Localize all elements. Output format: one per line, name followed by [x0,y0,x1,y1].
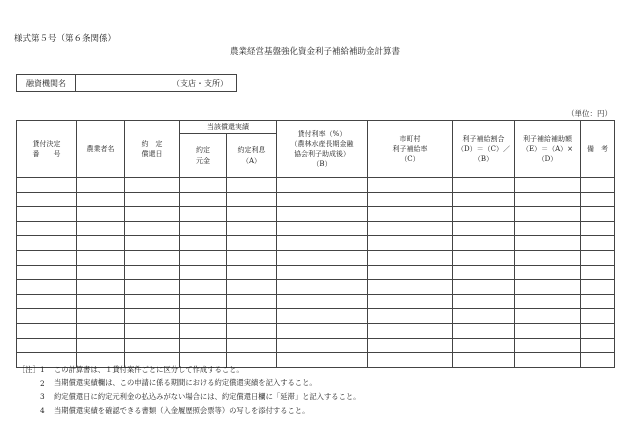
table-cell[interactable] [277,192,368,207]
table-cell[interactable] [581,280,615,295]
table-cell[interactable] [227,207,277,222]
table-cell[interactable] [125,178,180,193]
table-cell[interactable] [277,323,368,338]
table-cell[interactable] [515,280,581,295]
form-number: 様式第５号（第６条関係） [14,34,117,44]
table-cell[interactable] [581,265,615,280]
table-cell[interactable] [368,221,453,236]
table-cell[interactable] [368,280,453,295]
note-number: 4 [40,406,45,416]
table-cell[interactable] [277,280,368,295]
table-cell[interactable] [277,338,368,353]
table-cell[interactable] [453,250,515,265]
table-row [17,294,615,309]
table-cell[interactable] [125,265,180,280]
table-cell[interactable] [125,309,180,324]
table-cell[interactable] [515,265,581,280]
table-cell[interactable] [125,192,180,207]
table-cell[interactable] [453,294,515,309]
note-item [18,404,360,418]
table-cell[interactable] [277,294,368,309]
header-remarks: 備 考 [581,121,615,178]
table-cell[interactable] [17,192,77,207]
header-subsidy-amount: 利子補給補助額 （E）＝（A）×（D） [515,121,581,178]
table-cell[interactable] [581,323,615,338]
table-cell[interactable] [17,309,77,324]
table-cell[interactable] [368,192,453,207]
table-cell[interactable] [77,192,125,207]
table-cell[interactable] [453,192,515,207]
header-loan-number: 貸付決定 番 号 [17,121,77,178]
table-cell[interactable] [581,250,615,265]
table-cell[interactable] [581,236,615,251]
table-cell[interactable] [227,250,277,265]
table-cell[interactable] [515,178,581,193]
table-row [17,323,615,338]
table-cell[interactable] [581,178,615,193]
table-cell[interactable] [77,221,125,236]
institution-field[interactable] [76,75,236,91]
table-cell[interactable] [277,178,368,193]
table-cell[interactable] [453,236,515,251]
table-cell[interactable] [453,221,515,236]
table-cell[interactable] [77,178,125,193]
note-text: 約定償還日に約定元利金の払込みがない場合には、約定償還日欄に「延滞」と記入すること。 [54,391,361,401]
table-cell[interactable] [368,338,453,353]
table-cell[interactable] [227,192,277,207]
note-number: 2 [40,378,45,388]
table-cell[interactable] [453,353,515,368]
table-cell[interactable] [77,207,125,222]
table-cell[interactable] [227,265,277,280]
note-text: 当期償還実績を確認できる書類（入金履歴照会票等）の写しを添付すること。 [54,405,310,415]
table-cell[interactable] [227,294,277,309]
table-row [17,221,615,236]
table-cell[interactable] [515,294,581,309]
note-number: 3 [40,392,45,402]
table-cell[interactable] [515,192,581,207]
header-principal: 約定 元金 [180,134,227,178]
table-cell[interactable] [227,338,277,353]
header-interest: 約定利息 （A） [227,134,277,178]
table-row [17,309,615,324]
institution-box [16,74,237,92]
notes [18,363,360,417]
table-row [17,192,615,207]
table-cell[interactable] [515,338,581,353]
table-cell[interactable] [77,250,125,265]
institution-label: 融資機関名 [17,75,76,91]
table-cell[interactable] [77,236,125,251]
table-cell[interactable] [180,280,227,295]
table-cell[interactable] [581,207,615,222]
table-cell[interactable] [180,338,227,353]
table-row [17,178,615,193]
table-cell[interactable] [77,338,125,353]
table-cell[interactable] [125,250,180,265]
table-cell[interactable] [125,294,180,309]
table-cell[interactable] [180,265,227,280]
table-cell[interactable] [227,280,277,295]
table-cell[interactable] [180,323,227,338]
note-item [18,377,360,391]
table-cell[interactable] [453,280,515,295]
table-cell[interactable] [581,294,615,309]
table-cell[interactable] [17,338,77,353]
table-cell[interactable] [125,207,180,222]
table-cell[interactable] [180,207,227,222]
table-cell[interactable] [581,221,615,236]
table-cell[interactable] [180,221,227,236]
header-municipal-rate: 市町村 利子補給率 （C） [368,121,453,178]
table-cell[interactable] [77,309,125,324]
table-cell[interactable] [581,309,615,324]
table-cell[interactable] [277,265,368,280]
table-cell[interactable] [277,207,368,222]
table-cell[interactable] [368,178,453,193]
table-cell[interactable] [180,294,227,309]
header-due-date: 約 定 償還日 [125,121,180,178]
note-text: 当期償還実績欄は、この申請に係る期間における約定償還実績を記入すること。 [54,378,317,388]
table-cell[interactable] [227,236,277,251]
table-cell[interactable] [453,178,515,193]
table-cell[interactable] [17,236,77,251]
table-cell[interactable] [453,323,515,338]
table-cell[interactable] [368,294,453,309]
table-cell[interactable] [368,265,453,280]
table-cell[interactable] [277,221,368,236]
table-cell[interactable] [180,192,227,207]
table-cell[interactable] [77,265,125,280]
header-farmer-name: 農業者名 [77,121,125,178]
table-cell[interactable] [453,309,515,324]
table-cell[interactable] [368,309,453,324]
table-cell[interactable] [180,236,227,251]
note-item [18,363,360,377]
table-cell[interactable] [515,236,581,251]
table-row [17,265,615,280]
table-cell[interactable] [125,323,180,338]
table-cell[interactable] [277,250,368,265]
table-cell[interactable] [17,294,77,309]
table-cell[interactable] [368,323,453,338]
institution-suffix: （支店・支所） [172,78,228,88]
table-cell[interactable] [515,207,581,222]
header-loan-rate: 貸付利率（%） （農林水産長期金融 協会利子助成後） （B） [277,121,368,178]
table-cell[interactable] [515,309,581,324]
header-actual-group: 当該償還実績 [180,121,277,134]
table-cell[interactable] [581,353,615,368]
calculation-table [16,120,615,368]
table-cell[interactable] [453,265,515,280]
table-cell[interactable] [125,280,180,295]
table-cell[interactable] [17,207,77,222]
table-cell[interactable] [180,178,227,193]
table-row [17,250,615,265]
table-cell[interactable] [17,250,77,265]
table-cell[interactable] [17,265,77,280]
table-cell[interactable] [581,338,615,353]
table-row [17,338,615,353]
table-cell[interactable] [180,250,227,265]
note-text: この計算書は、１貸付案件ごとに区分して作成すること。 [54,364,244,374]
unit-label: （単位：円） [567,109,612,118]
header-subsidy-ratio: 利子補給割合 （D）＝（C）／（B） [453,121,515,178]
note-number: 1 [40,365,45,375]
table-cell[interactable] [368,353,453,368]
note-item [18,390,360,404]
table-cell[interactable] [453,207,515,222]
table-cell[interactable] [368,236,453,251]
table-cell[interactable] [453,338,515,353]
table-cell[interactable] [17,178,77,193]
table-row [17,236,615,251]
document-title: 農業経営基盤強化資金利子補給補助金計算書 [229,47,400,57]
table-cell[interactable] [515,221,581,236]
table-cell[interactable] [515,323,581,338]
table-cell[interactable] [227,309,277,324]
table-cell[interactable] [77,280,125,295]
table-row [17,280,615,295]
table-cell[interactable] [277,236,368,251]
table-cell[interactable] [581,192,615,207]
table-cell[interactable] [17,323,77,338]
table-cell[interactable] [515,250,581,265]
table-cell[interactable] [227,323,277,338]
table-cell[interactable] [368,250,453,265]
table-cell[interactable] [180,309,227,324]
table-cell[interactable] [368,207,453,222]
table-cell[interactable] [227,178,277,193]
table-cell[interactable] [277,309,368,324]
table-cell[interactable] [77,323,125,338]
table-cell[interactable] [515,353,581,368]
table-cell[interactable] [17,221,77,236]
table-cell[interactable] [125,338,180,353]
table-cell[interactable] [77,294,125,309]
table-row [17,207,615,222]
table-cell[interactable] [227,221,277,236]
table-cell[interactable] [17,280,77,295]
table-cell[interactable] [125,221,180,236]
note-tag: ［注］ [18,364,40,374]
table-cell[interactable] [125,236,180,251]
